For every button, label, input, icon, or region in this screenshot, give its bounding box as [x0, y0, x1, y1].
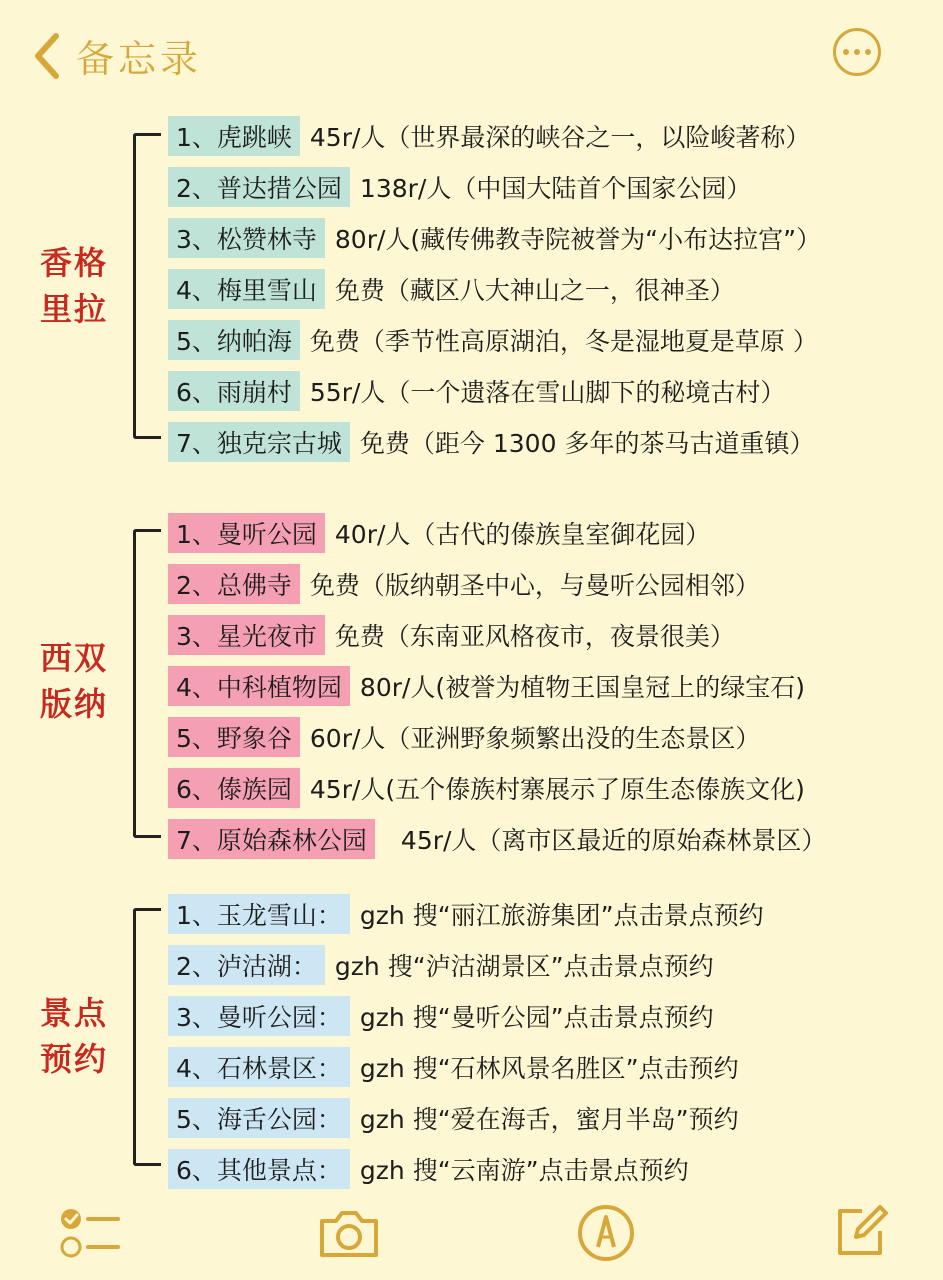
item-label: 6、其他景点：	[168, 1149, 350, 1189]
bracket-line	[133, 133, 161, 439]
item-label: 1、玉龙雪山：	[168, 894, 350, 934]
list-item[interactable]	[168, 558, 826, 609]
item-list	[168, 507, 826, 864]
list-item[interactable]	[168, 1041, 764, 1092]
pen-button[interactable]	[576, 1203, 636, 1267]
more-icon-dot	[865, 49, 871, 55]
item-text: gzh 搜“泸沽湖景区”点击景点预约	[334, 951, 714, 981]
category-title: 景点预约	[40, 994, 109, 1078]
more-button[interactable]	[833, 28, 881, 76]
item-text: 80r/人(藏传佛教寺院被誉为“小布达拉宫”）	[334, 224, 822, 254]
top-bar	[0, 0, 943, 110]
item-label: 3、星光夜市	[168, 615, 325, 655]
camera-button[interactable]	[316, 1205, 382, 1265]
pen-icon	[576, 1203, 636, 1263]
item-text: gzh 搜“曼听公园”点击景点预约	[359, 1002, 714, 1032]
category-title: 西双版纳	[40, 639, 109, 723]
item-text: gzh 搜“云南游”点击景点预约	[359, 1155, 689, 1185]
item-text: 60r/人（亚洲野象频繁出没的生态景区）	[309, 723, 761, 753]
list-item[interactable]	[168, 711, 826, 762]
item-text: gzh 搜“爱在海舌，蜜月半岛”预约	[359, 1104, 739, 1134]
item-label: 2、泸沽湖：	[168, 945, 325, 985]
list-item[interactable]	[168, 609, 826, 660]
list-item[interactable]	[168, 212, 821, 263]
list-item[interactable]	[168, 263, 821, 314]
list-item[interactable]	[168, 314, 821, 365]
checklist-icon	[58, 1205, 122, 1261]
item-label: 3、曼听公园：	[168, 996, 350, 1036]
item-label: 1、虎跳峡	[168, 116, 300, 156]
more-icon-dot	[843, 49, 849, 55]
checklist-button[interactable]	[58, 1205, 122, 1265]
list-item[interactable]	[168, 416, 821, 467]
list-item[interactable]	[168, 110, 821, 161]
list-item[interactable]	[168, 161, 821, 212]
category-title: 香格里拉	[40, 244, 109, 328]
item-text: 55r/人（一个遗落在雪山脚下的秘境古村）	[309, 377, 786, 407]
item-text: 免费（东南亚风格夜市，夜景很美）	[334, 621, 735, 651]
item-label: 5、野象谷	[168, 717, 300, 757]
item-text: 40r/人（古代的傣族皇室御花园）	[334, 519, 711, 549]
item-text: 免费（季节性高原湖泊，冬是湿地夏是草原 ）	[309, 326, 818, 356]
item-label: 6、雨崩村	[168, 371, 300, 411]
item-text: 免费（版纳朝圣中心，与曼听公园相邻）	[309, 570, 760, 600]
item-text: 138r/人（中国大陆首个国家公园）	[359, 173, 752, 203]
item-text: 45r/人(五个傣族村寨展示了原生态傣族文化)	[309, 774, 805, 804]
item-label: 3、松赞林寺	[168, 218, 325, 258]
list-item[interactable]	[168, 762, 826, 813]
item-list	[168, 888, 764, 1194]
item-label: 4、梅里雪山	[168, 269, 325, 309]
item-text: gzh 搜“石林风景名胜区”点击预约	[359, 1053, 739, 1083]
item-label: 4、石林景区：	[168, 1047, 350, 1087]
item-label: 5、纳帕海	[168, 320, 300, 360]
item-text: 45r/人（离市区最近的原始森林景区）	[400, 825, 827, 855]
item-text: 80r/人(被誉为植物王国皇冠上的绿宝石)	[359, 672, 805, 702]
item-label: 7、原始森林公园	[168, 819, 375, 859]
item-text: 免费（距今 1300 多年的茶马古道重镇）	[359, 428, 815, 458]
list-item[interactable]	[168, 660, 826, 711]
list-item[interactable]	[168, 888, 764, 939]
more-icon-dot	[854, 49, 860, 55]
bracket-line	[133, 529, 161, 838]
item-label: 1、曼听公园	[168, 513, 325, 553]
item-list	[168, 110, 821, 467]
item-label: 4、中科植物园	[168, 666, 350, 706]
list-item[interactable]	[168, 507, 826, 558]
item-text: 45r/人（世界最深的峡谷之一，以险峻著称）	[309, 122, 811, 152]
bottom-toolbar	[0, 1195, 943, 1280]
list-item[interactable]	[168, 1092, 764, 1143]
back-button[interactable]	[32, 28, 202, 83]
bracket-line	[133, 908, 161, 1166]
item-text: gzh 搜“丽江旅游集团”点击景点预约	[359, 900, 764, 930]
camera-icon	[316, 1205, 382, 1261]
list-item[interactable]	[168, 365, 821, 416]
chevron-left-icon	[32, 32, 62, 80]
list-item[interactable]	[168, 939, 764, 990]
item-text: 免费（藏区八大神山之一，很神圣）	[334, 275, 735, 305]
list-item[interactable]	[168, 1143, 764, 1194]
compose-icon	[832, 1203, 890, 1261]
list-item[interactable]	[168, 990, 764, 1041]
compose-button[interactable]	[832, 1203, 890, 1265]
item-label: 7、独克宗古城	[168, 422, 350, 462]
item-label: 6、傣族园	[168, 768, 300, 808]
back-label: 备忘录	[76, 37, 203, 81]
item-label: 5、海舌公园：	[168, 1098, 350, 1138]
item-label: 2、普达措公园	[168, 167, 350, 207]
item-label: 2、总佛寺	[168, 564, 300, 604]
list-item[interactable]	[168, 813, 826, 864]
